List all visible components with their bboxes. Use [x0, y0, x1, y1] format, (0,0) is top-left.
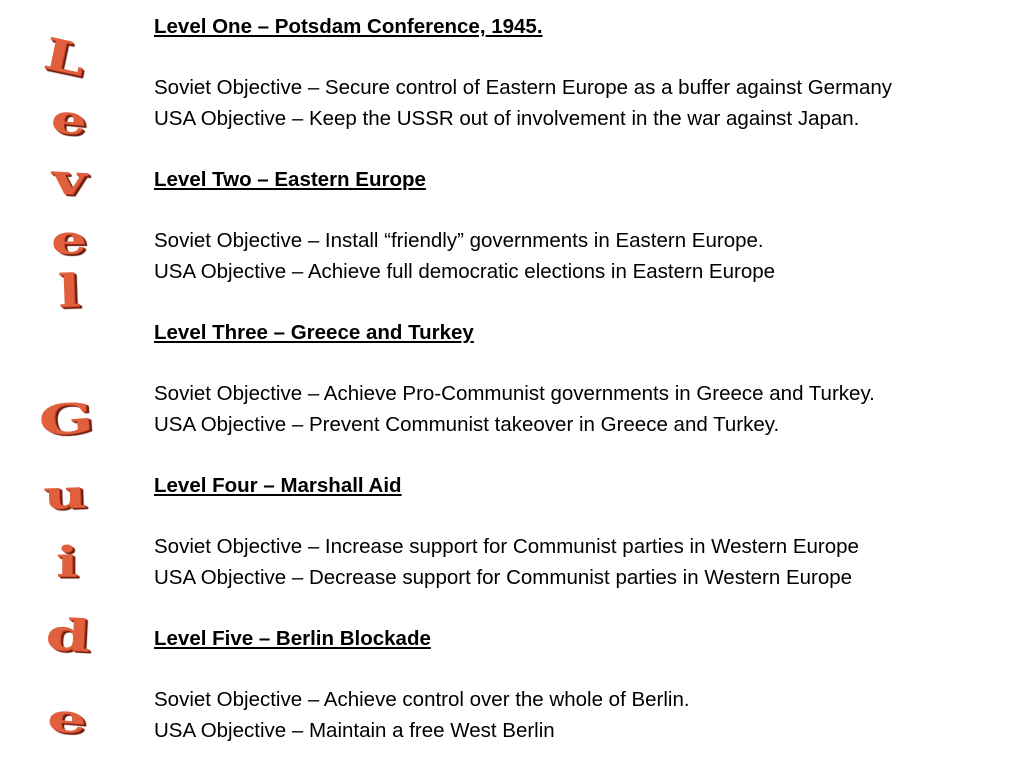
wordart-letter: G	[37, 393, 95, 446]
level-heading: Level Two – Eastern Europe	[154, 167, 426, 191]
wordart-letter: e	[45, 694, 89, 743]
usa-objective: USA Objective – Maintain a free West Berlin	[154, 718, 555, 742]
wordart-letter: l	[57, 264, 81, 318]
soviet-objective: Soviet Objective – Secure control of Eastern Europe as a buffer against Germany	[154, 76, 893, 100]
usa-objective: USA Objective – Prevent Communist takeover in Greece and Turkey.	[154, 412, 780, 436]
soviet-objective: Soviet Objective – Install “friendly” governments in Eastern Europe.	[154, 229, 764, 253]
wordart-letter: e	[51, 216, 87, 264]
soviet-objective: Soviet Objective – Increase support for Communist parties in Western Europe	[154, 535, 859, 559]
soviet-objective: Soviet Objective – Achieve control over the whole of Berlin.	[154, 688, 690, 712]
level-guide-text	[154, 12, 1014, 746]
wordart-letter: e	[48, 95, 90, 145]
wordart-letter: v	[50, 154, 88, 206]
wordart-letter: u	[42, 471, 88, 519]
wordart-letter: i	[55, 537, 79, 587]
wordart-letter: d	[44, 609, 92, 663]
usa-objective: USA Objective – Achieve full democratic elections in Eastern Europe	[154, 259, 776, 283]
wordart-letter: L	[39, 27, 91, 87]
level-heading: Level Five – Berlin Blockade	[154, 626, 431, 650]
level-guide-wordart	[0, 0, 150, 768]
level-heading: Level One – Potsdam Conference, 1945.	[154, 15, 543, 38]
soviet-objective: Soviet Objective – Achieve Pro-Communist governments in Greece and Turkey.	[154, 382, 875, 406]
usa-objective: USA Objective – Decrease support for Communist parties in Western Europe	[154, 565, 853, 589]
level-heading: Level Three – Greece and Turkey	[154, 320, 474, 344]
level-heading: Level Four – Marshall Aid	[154, 473, 402, 497]
usa-objective: USA Objective – Keep the USSR out of involvement in the war against Japan.	[154, 106, 860, 130]
